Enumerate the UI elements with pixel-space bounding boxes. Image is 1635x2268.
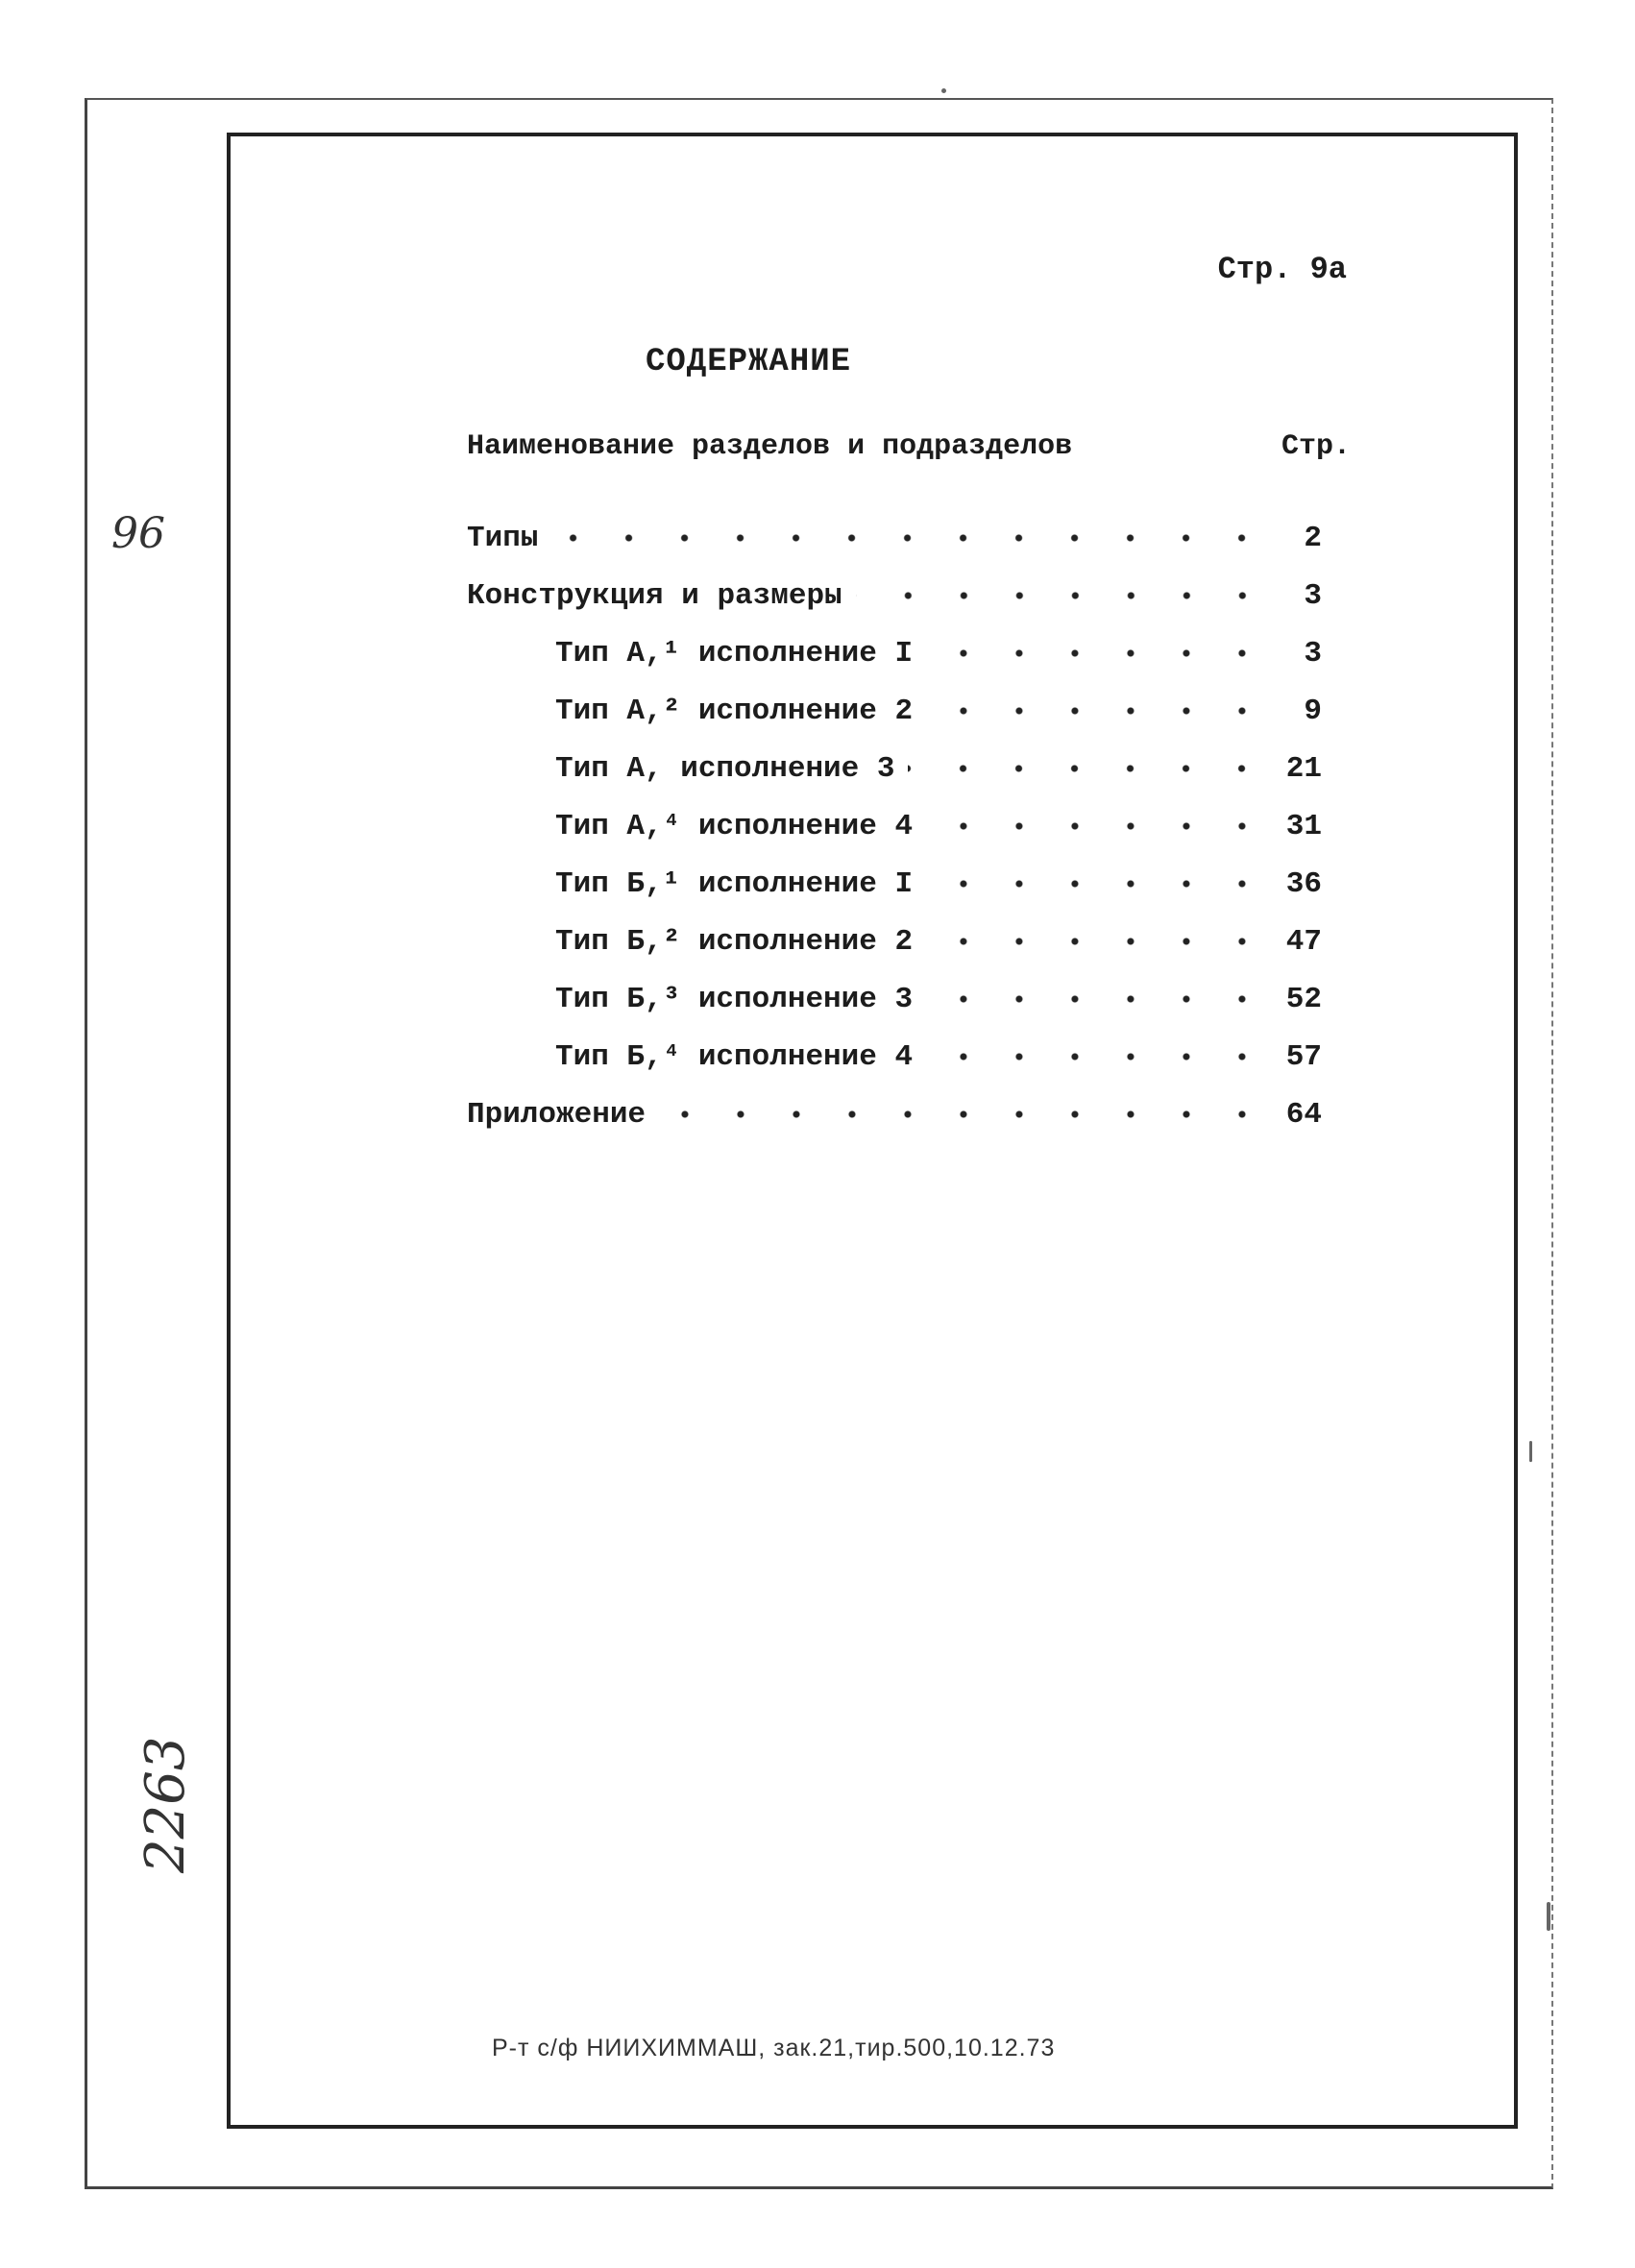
toc-entry-title: Конструкция и размеры: [467, 578, 842, 613]
toc-entry-title: Тип Б,¹ исполнение I: [555, 866, 914, 901]
toc-entry-page: 47: [1285, 924, 1322, 959]
toc-entry: [467, 624, 1322, 682]
toc-column-header: [467, 430, 1351, 463]
toc-entry: [467, 797, 1322, 855]
toc-entry-page: 36: [1285, 866, 1322, 901]
toc-entry-title: Тип Б,⁴ исполнение 4: [555, 1039, 914, 1074]
dot-leader: [926, 938, 1270, 945]
scan-speck: [1547, 1902, 1550, 1931]
toc-entry: [467, 1085, 1322, 1143]
page-marker: Стр. 9а: [1217, 252, 1347, 287]
toc-entry-page: 31: [1285, 809, 1322, 843]
toc-entry: [467, 740, 1322, 797]
toc-entry: [467, 1028, 1322, 1085]
toc-entry-page: 57: [1285, 1039, 1322, 1074]
toc-header-page: Стр.: [1281, 430, 1351, 463]
toc-entry-page: 21: [1285, 751, 1322, 786]
dot-leader: [551, 534, 1270, 542]
toc-entry-title: Тип А,⁴ исполнение 4: [555, 809, 914, 843]
toc-entry-title: Тип Б,³ исполнение 3: [555, 982, 914, 1016]
toc-entry-page: 9: [1304, 694, 1322, 728]
toc-entry-page: 3: [1304, 578, 1322, 613]
toc-entry-title: Приложение: [467, 1097, 647, 1132]
toc-entry-page: 3: [1304, 636, 1322, 671]
scan-speck: [941, 88, 946, 93]
table-of-contents: [467, 509, 1322, 1143]
toc-entry-title: Тип А,¹ исполнение I: [555, 636, 914, 671]
toc-entry-title: Тип А,² исполнение 2: [555, 694, 914, 728]
toc-entry-page: 64: [1285, 1097, 1322, 1132]
toc-header-name: Наименование разделов и подразделов: [467, 430, 1073, 463]
margin-note-top: 96: [111, 509, 165, 558]
toc-entry-page: 52: [1285, 982, 1322, 1016]
toc-entry: [467, 567, 1322, 624]
dot-leader: [908, 765, 1270, 772]
dot-leader: [926, 995, 1270, 1003]
toc-entry: [467, 855, 1322, 913]
toc-entry: [467, 509, 1322, 567]
toc-entry: [467, 970, 1322, 1028]
dot-leader: [926, 880, 1270, 888]
margin-note-bottom: 2263: [134, 1736, 197, 1873]
dot-leader: [926, 649, 1270, 657]
toc-entry: [467, 682, 1322, 740]
dot-leader: [926, 1053, 1270, 1061]
dot-leader: [926, 707, 1270, 715]
printer-imprint: Р-т с/ф НИИХИММАШ, зак.21,тир.500,10.12.73: [492, 2035, 1056, 2061]
toc-entry-title: Типы: [467, 521, 539, 555]
toc-entry-title: Тип А, исполнение 3: [555, 751, 895, 786]
dot-leader: [926, 822, 1270, 830]
document-title: СОДЕРЖАНИЕ: [646, 344, 852, 380]
toc-entry-title: Тип Б,² исполнение 2: [555, 924, 914, 959]
dot-leader: [856, 592, 1270, 599]
toc-entry: [467, 913, 1322, 970]
dot-leader: [659, 1110, 1270, 1118]
scan-speck: [1529, 1441, 1532, 1462]
toc-entry-page: 2: [1304, 521, 1322, 555]
